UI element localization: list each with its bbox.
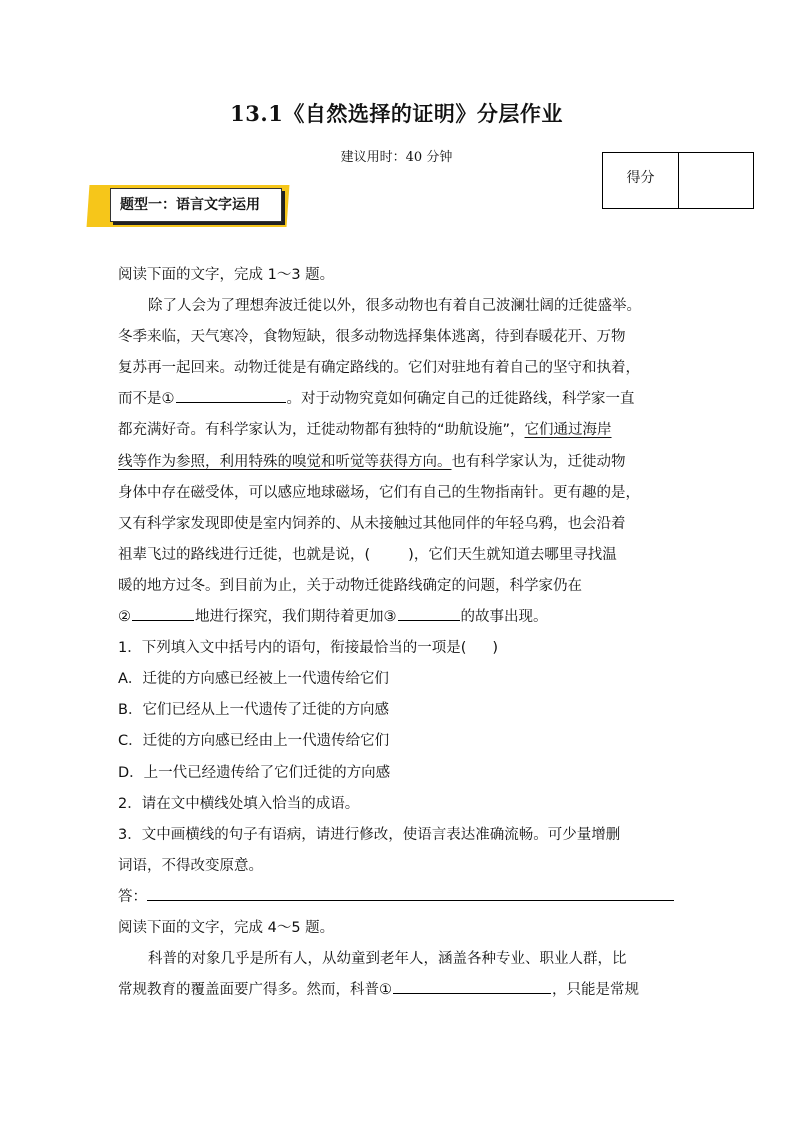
underlined-sentence: 线等作为参照，利用特殊的嗅觉和听觉等获得方向。 <box>118 453 452 470</box>
question-3: 3．文中画横线的句子有语病，请进行修改，使语言表达准确流畅。可少量增删 <box>118 826 621 843</box>
passage-line: 除了人会为了理想奔波迁徙以外，很多动物也有着自己波澜壮阔的迁徙盛举。 <box>148 298 641 315</box>
passage-line: 冬季来临，天气寒冷，食物短缺，很多动物选择集体逃离，待到春暖花开、万物 <box>118 329 626 346</box>
score-label: 得分 <box>603 153 679 208</box>
passage-line: 科普的对象几乎是所有人，从幼童到老年人，涵盖各种专业、职业人群，比 <box>148 951 627 968</box>
option-c: C．迁徙的方向感已经由上一代遗传给它们 <box>118 733 390 750</box>
blank-1[interactable] <box>176 386 286 403</box>
passage-line: 线等作为参照，利用特殊的嗅觉和听觉等获得方向。也有科学家认为，迁徙动物 <box>118 453 626 470</box>
blank-4[interactable] <box>393 977 551 994</box>
passage-intro: 阅读下面的文字，完成 1～3 题。 <box>118 267 335 283</box>
question-2: 2．请在文中横线处填入恰当的成语。 <box>118 795 360 812</box>
option-a: A．迁徙的方向感已经被上一代遗传给它们 <box>118 671 389 688</box>
passage-line: ② 地进行探究，我们期待着更加③ 的故事出现。 <box>118 602 678 633</box>
underlined-sentence: 它们通过海岸 <box>524 422 612 439</box>
question-type-banner <box>88 181 298 231</box>
blank-2[interactable] <box>132 604 194 621</box>
passage-line: 复苏再一起回来。动物迁徙是有确定路线的。它们对驻地有着自己的坚守和执着， <box>118 360 640 377</box>
question-type-label: 题型一：语言文字运用 <box>120 197 260 213</box>
passage-line: 而不是① 。对于动物究竟如何确定自己的迁徙路线，科学家一直 <box>118 384 678 415</box>
question-3-cont: 词语，不得改变原意。 <box>118 857 263 874</box>
score-value-cell[interactable] <box>679 153 753 208</box>
passage-line: 祖辈飞过的路线进行迁徙，也就是说，( )，它们天生就知道去哪里寻找温 <box>118 546 617 563</box>
passage-line: 常规教育的覆盖面要广得多。然而，科普① ，只能是常规 <box>118 975 678 1006</box>
option-d: D．上一代已经遗传给了它们迁徙的方向感 <box>118 764 391 781</box>
answer-blank[interactable] <box>147 884 674 901</box>
suggested-time: 建议用时：40 分钟 <box>340 150 453 165</box>
passage-line: 身体中存在磁受体，可以感应地球磁场，它们有自己的生物指南针。更有趣的是， <box>118 484 640 501</box>
passage-line: 又有科学家发现即使是室内饲养的、从未接触过其他同伴的年轻乌鸦，也会沿着 <box>118 515 626 532</box>
score-box <box>602 152 754 209</box>
answer-line: 答： <box>118 882 678 913</box>
question-1: 1．下列填入文中括号内的语句，衔接最恰当的一项是( ) <box>118 640 499 657</box>
passage-intro: 阅读下面的文字，完成 4～5 题。 <box>118 919 335 936</box>
passage-line: 都充满好奇。有科学家认为，迁徙动物都有独特的“助航设施”，它们通过海岸 <box>118 422 612 439</box>
page-title: 13.1《自然选择的证明》分层作业 <box>230 101 563 126</box>
document-body <box>118 260 678 1006</box>
option-b: B．它们已经从上一代遗传了迁徙的方向感 <box>118 702 389 719</box>
passage-line: 暖的地方过冬。到目前为止，关于动物迁徙路线确定的问题，科学家仍在 <box>118 577 582 594</box>
blank-3[interactable] <box>398 604 460 621</box>
